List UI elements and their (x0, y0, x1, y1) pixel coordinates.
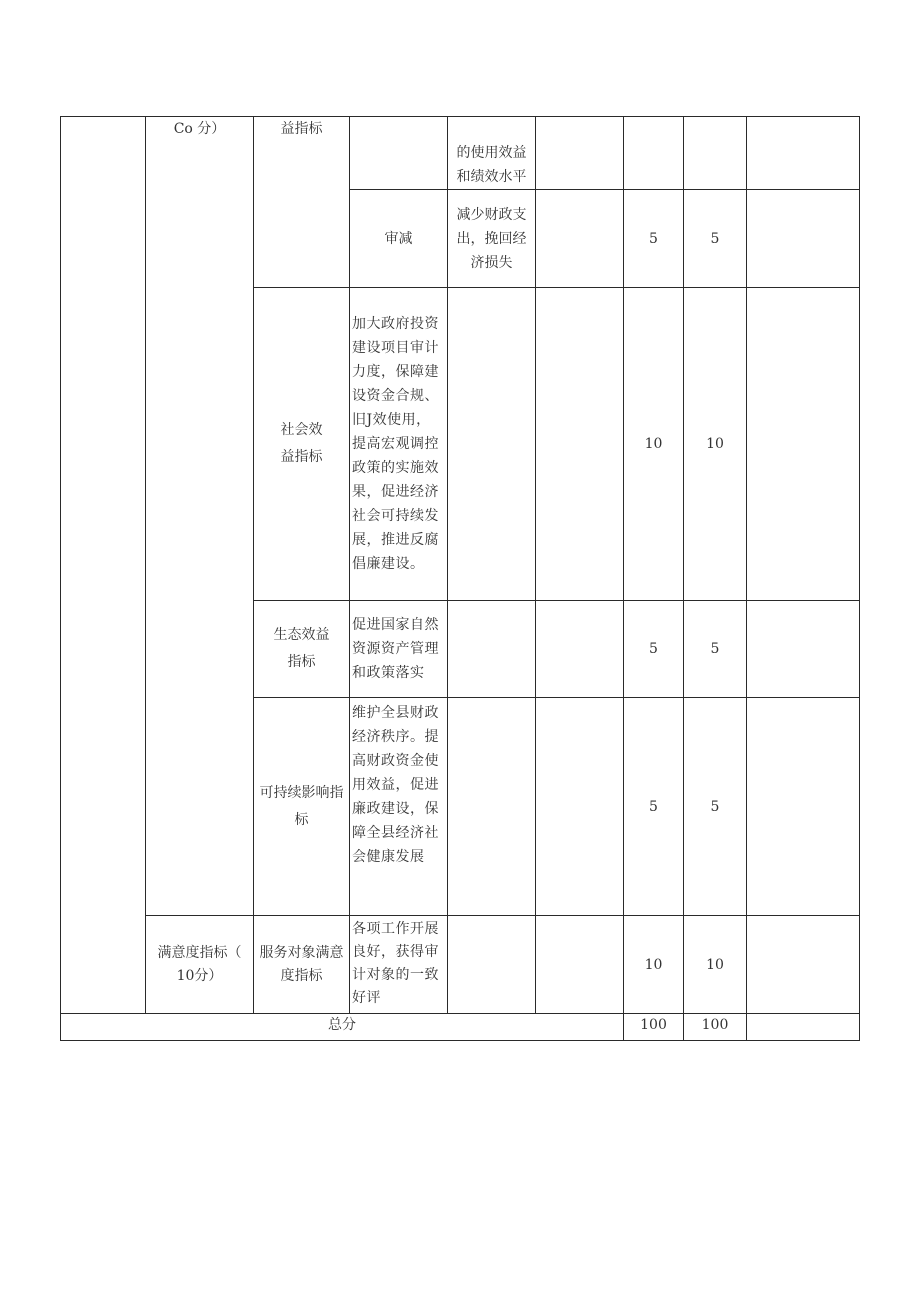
total-result: 100 (701, 1017, 729, 1033)
audit-reduction-score: 5 (649, 230, 658, 247)
satisfaction-score-cell (623, 915, 684, 1014)
total-result-cell (683, 1013, 747, 1041)
satisfaction-description-cell (349, 915, 448, 1014)
service-satisfaction-indicator-cell (253, 915, 350, 1014)
social-score-cell (623, 287, 684, 601)
ecological-benefit-indicator-text: 生态效益 指标 (273, 627, 330, 670)
sustainable-impact-description-cell (349, 697, 448, 916)
satisfaction-category-cell (145, 915, 254, 1014)
sustainable-value-cell (447, 697, 536, 916)
ecological-result-cell (683, 600, 747, 698)
service-satisfaction-indicator-text: 服务对象满意 度指标 (259, 944, 344, 984)
col9-row1-cell (746, 116, 860, 190)
ecological-benefit-indicator-cell (253, 600, 350, 698)
audit-reduction-indicator-text: 审减 (384, 230, 413, 247)
total-label: 总分 (328, 1017, 356, 1033)
social-result-cell (683, 287, 747, 601)
col6-row4-cell (535, 600, 624, 698)
sustainable-result-cell (683, 697, 747, 916)
ecological-result: 5 (710, 641, 720, 657)
col6-row1-cell (535, 116, 624, 190)
sustainable-score: 5 (649, 798, 658, 815)
economic-benefit-indicator-text: 益指标 (280, 121, 323, 137)
social-score: 10 (644, 436, 663, 452)
satisfaction-description-text: 各项工作开展良好，获得审计对象的一致好评 (352, 921, 439, 1006)
economic-benefit-indicator-cell (253, 116, 350, 288)
social-benefit-description-cell (349, 287, 448, 601)
satisfaction-result-cell (683, 915, 747, 1014)
col6-row2-cell (535, 189, 624, 288)
ecological-benefit-description-text: 促进国家自然资源资产管理和政策落实 (352, 617, 439, 681)
sustainable-impact-indicator-text: 可持续影响指 标 (259, 784, 344, 828)
ecological-score: 5 (649, 641, 658, 657)
level2-indicator-text: Co 分） (173, 121, 226, 137)
col6-row5-cell (535, 697, 624, 916)
level2-indicator-continued (145, 116, 254, 916)
sub-indicator-blank-cell (349, 116, 448, 190)
audit-reduction-result: 5 (710, 230, 720, 247)
satisfaction-result: 10 (706, 956, 724, 973)
col6-row6-cell (535, 915, 624, 1014)
sustainable-score-cell (623, 697, 684, 916)
satisfaction-score: 10 (644, 956, 663, 973)
total-score-cell (623, 1013, 684, 1041)
social-result: 10 (706, 436, 724, 452)
social-benefit-indicator-text: 社会效 益指标 (280, 422, 323, 465)
performance-indicator-table (60, 116, 860, 1041)
total-label-cell (60, 1013, 624, 1041)
col9-row3-cell (746, 287, 860, 601)
col9-row2-cell (746, 189, 860, 288)
ecological-value-cell (447, 600, 536, 698)
score-row1-cell (623, 116, 684, 190)
audit-reduction-description-cell (447, 189, 536, 288)
total-score: 100 (640, 1017, 667, 1033)
sustainable-impact-description-text: 维护全县财政经济秩序。提高财政资金使用效益，促进廉政建设，保障全县经济社会健康发展 (352, 705, 439, 865)
benefit-description-continued-text: 的使用效益 和绩效水平 (456, 145, 527, 185)
result-row1-cell (683, 116, 747, 190)
total-remark-cell (746, 1013, 860, 1041)
sustainable-result: 5 (710, 798, 720, 815)
audit-reduction-result-cell (683, 189, 747, 288)
col6-row3-cell (535, 287, 624, 601)
audit-reduction-indicator-cell (349, 189, 448, 288)
ecological-benefit-description-cell (349, 600, 448, 698)
satisfaction-category-text: 满意度指标（ 10分） (157, 944, 242, 984)
level1-indicator-cell (60, 116, 146, 1014)
sustainable-impact-indicator-cell (253, 697, 350, 916)
audit-reduction-score-cell (623, 189, 684, 288)
benefit-description-continued-cell (447, 116, 536, 190)
col9-row4-cell (746, 600, 860, 698)
social-value-cell (447, 287, 536, 601)
audit-reduction-description-text: 减少财政支 出，挽回经 济损失 (456, 206, 527, 271)
social-benefit-indicator-cell (253, 287, 350, 601)
col9-row5-cell (746, 697, 860, 916)
social-benefit-description-text: 加大政府投资建设项目审计力度，保障建设资金合规、旧J效使用，提高宏观调控政策的实施效果，促进经济社会可持续发展，推进反腐倡廉建设。 (352, 316, 439, 572)
satisfaction-value-cell (447, 915, 536, 1014)
ecological-score-cell (623, 600, 684, 698)
col9-row6-cell (746, 915, 860, 1014)
